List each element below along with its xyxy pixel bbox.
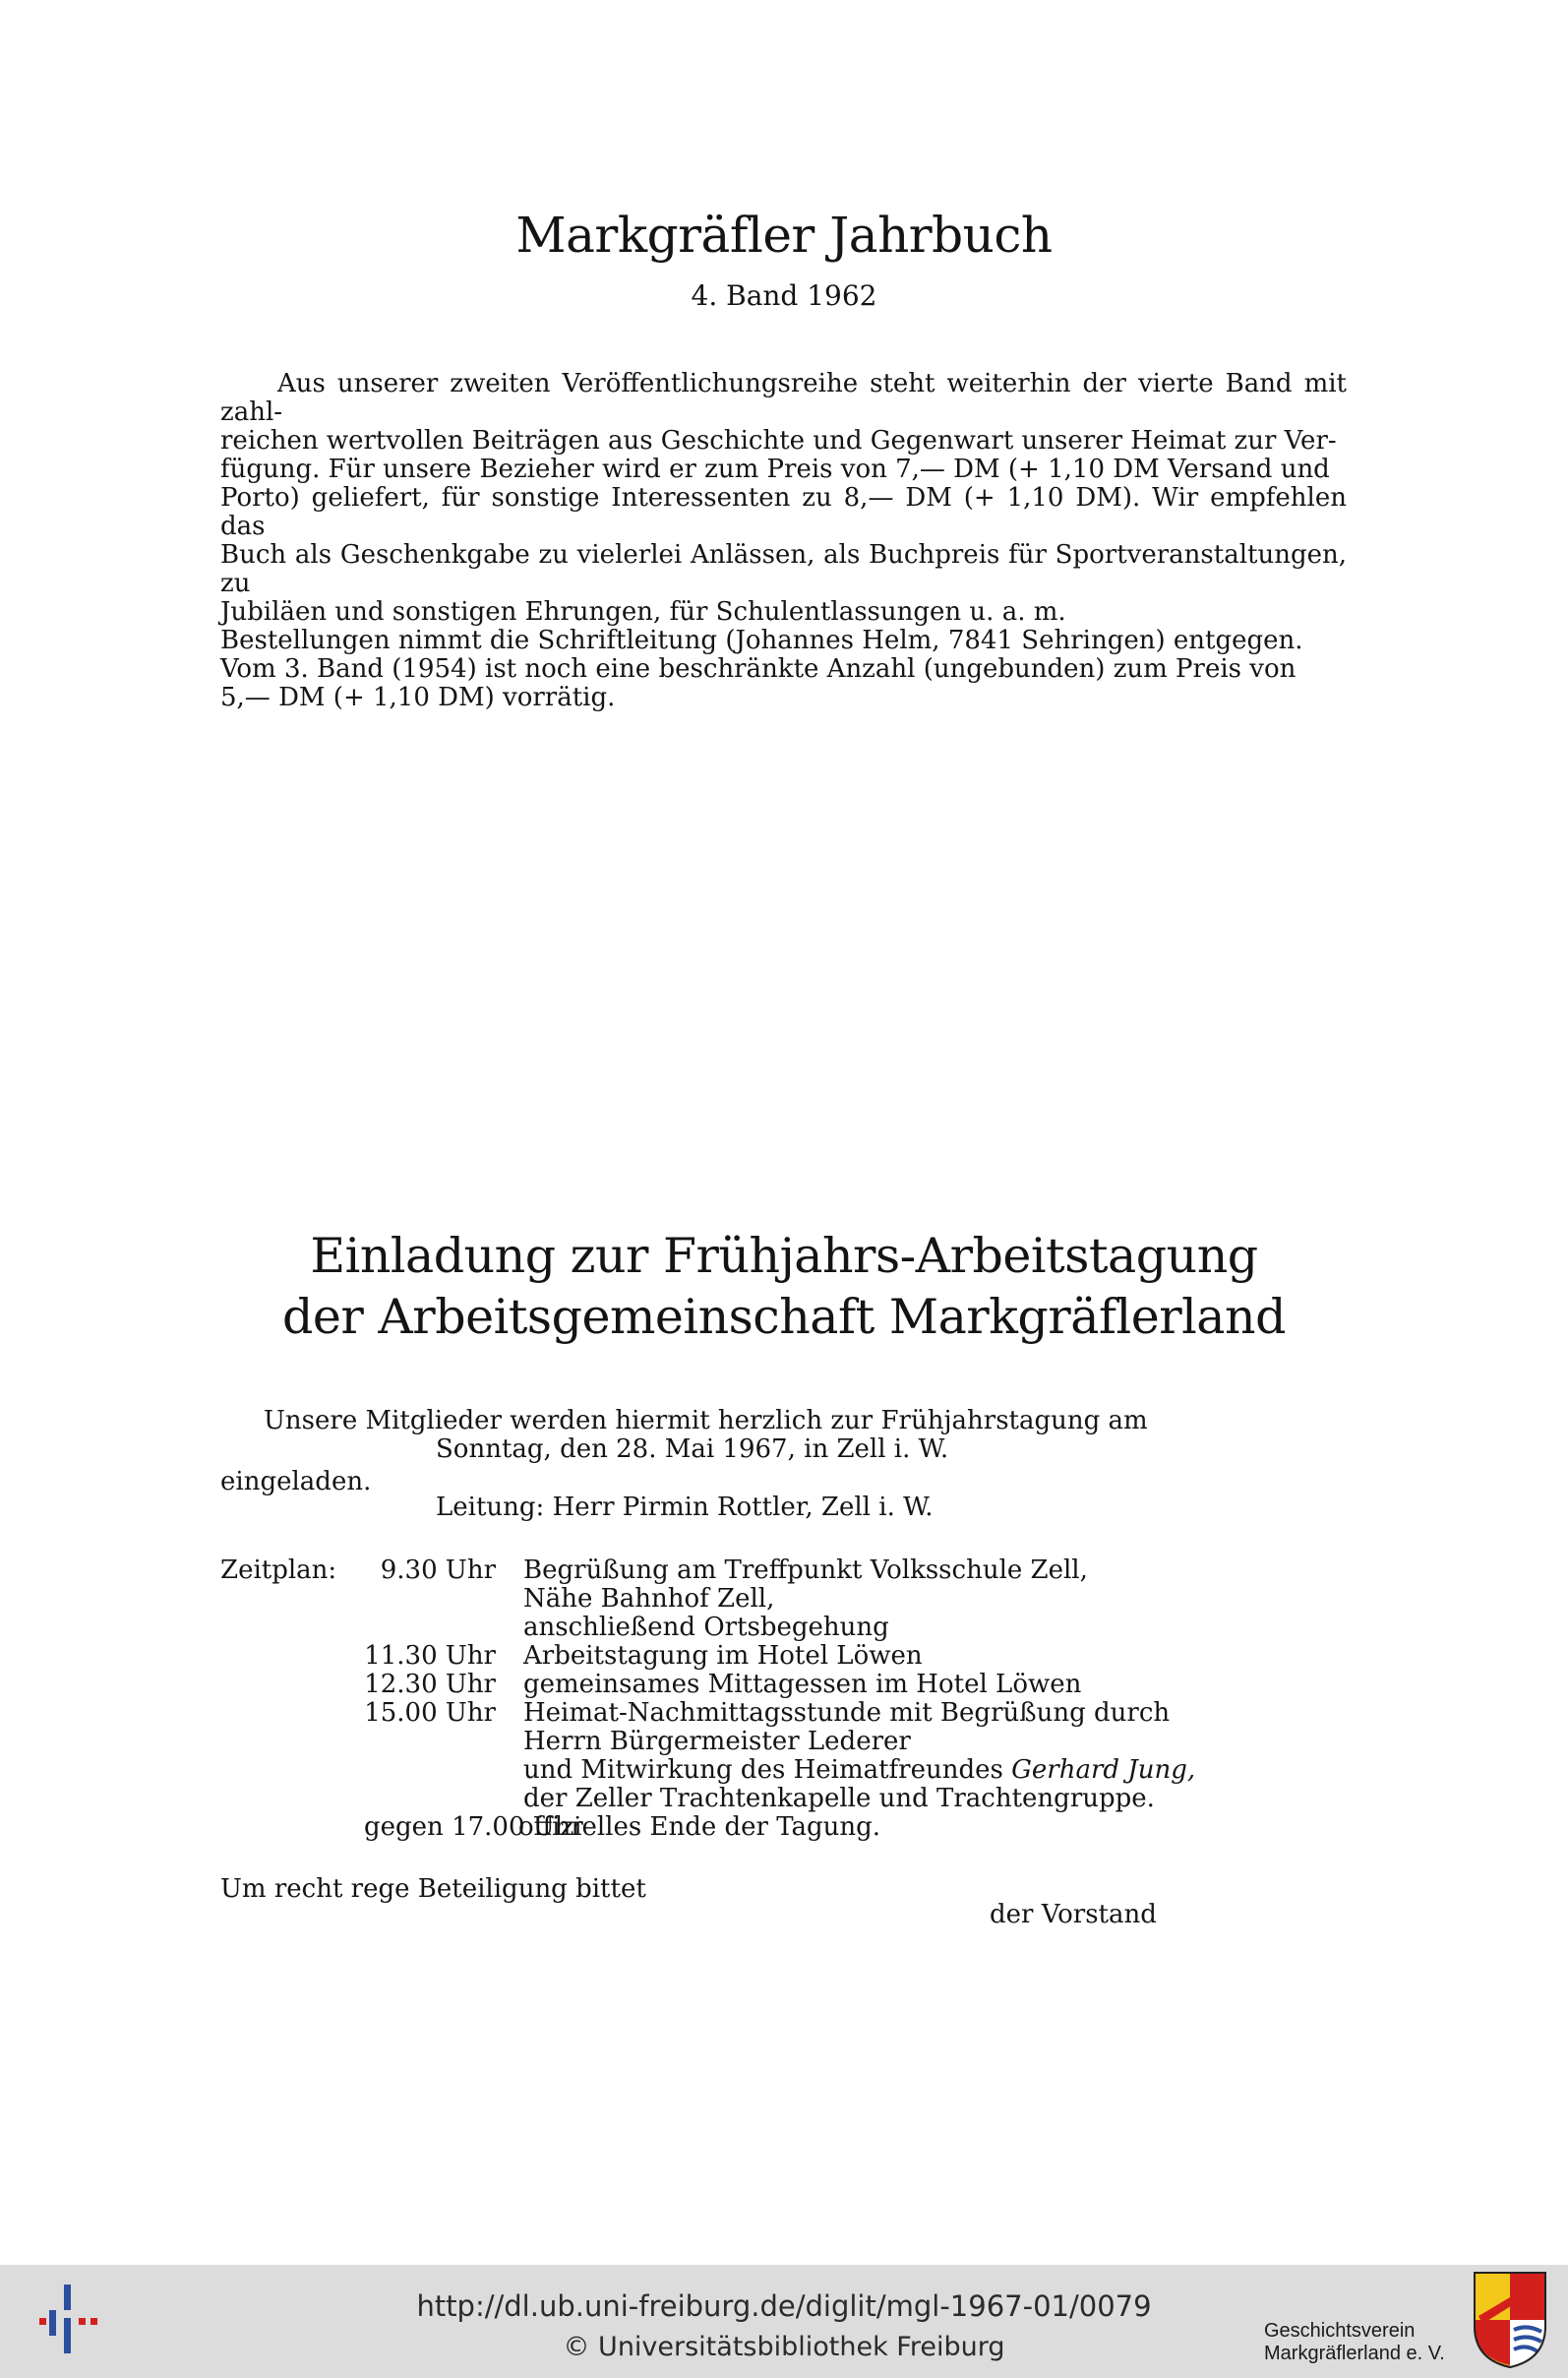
invitation-leitung: Leitung: Herr Pirmin Rottler, Zell i. W. [436,1493,934,1522]
invitation-date: Sonntag, den 28. Mai 1967, in Zell i. W. [436,1434,949,1464]
schedule-end-text: offizielles Ende der Tagung. [518,1812,881,1842]
text-line: Aus unserer zweiten Veröffentlichungsreihe steht weiterhin der vierte Band mit zahl- [220,369,1347,427]
schedule-item: anschließend Ortsbegehung [523,1613,889,1642]
jahrbuch-title: Markgräfler Jahrbuch [515,207,1053,264]
schedule-time: 12.30 Uhr [364,1670,496,1699]
invitation-invited: eingeladen. [220,1467,372,1496]
schedule-end-time: gegen 17.00 Uhr [364,1812,583,1842]
text-line: Vom 3. Band (1954) ist noch eine beschränkte Anzahl (ungebunden) zum Preis von [220,654,1297,684]
text-line: fügung. Für unsere Bezieher wird er zum Preis von 7,— DM (+ 1,10 DM Versand und [220,455,1330,484]
jahrbuch-subtitle: 4. Band 1962 [691,279,877,312]
schedule-label: Zeitplan: [220,1555,337,1585]
schedule-item [523,1756,1195,1785]
invitation-title-line-2: der Arbeitsgemeinschaft Markgräflerland [282,1289,1286,1345]
org-name-line-1: Geschichtsverein [1264,2320,1416,2342]
schedule-item: der Zeller Trachtenkapelle und Trachtengruppe. [523,1784,1155,1813]
org-name [1264,2320,1445,2365]
signature: der Vorstand [990,1900,1157,1929]
text-line: Bestellungen nimmt die Schriftleitung (Johannes Helm, 7841 Sehringen) entgegen. [220,626,1303,655]
schedule-time: 15.00 Uhr [364,1698,496,1728]
schedule-time: 11.30 Uhr [364,1641,496,1671]
text-line: Buch als Geschenkgabe zu vielerlei Anlässen, als Buchpreis für Sportveranstaltungen, zu [220,540,1347,598]
footer-url[interactable]: http://dl.ub.uni-freiburg.de/diglit/mgl-1967-01/0079 [416,2289,1152,2323]
schedule-item: Nähe Bahnhof Zell, [523,1584,775,1614]
schedule-item: Heimat-Nachmittagsstunde mit Begrüßung durch [523,1698,1171,1728]
text-line: Porto) geliefert, für sonstige Interessenten zu 8,— DM (+ 1,10 DM). Wir empfehlen das [220,483,1347,541]
schedule-item: Begrüßung am Treffpunkt Volksschule Zell, [523,1555,1088,1585]
schedule-item: Herrn Bürgermeister Lederer [523,1727,911,1756]
text-line: 5,— DM (+ 1,10 DM) vorrätig. [220,683,616,712]
schedule-item: Arbeitstagung im Hotel Löwen [523,1641,923,1671]
jahrbuch-paragraph [220,370,1347,712]
invitation-intro: Unsere Mitglieder werden hiermit herzlich zur Frühjahrstagung am [264,1406,1148,1435]
footer-copyright: © Universitätsbibliothek Freiburg [563,2332,1005,2362]
schedule-item: gemeinsames Mittagessen im Hotel Löwen [523,1670,1082,1699]
invitation-title-line-1: Einladung zur Frühjahrs-Arbeitstagung [310,1228,1258,1284]
text-line: Jubiläen und sonstigen Ehrungen, für Schulentlassungen u. a. m. [220,597,1066,627]
mitwirkung-name: Gerhard Jung, [1011,1755,1196,1785]
schedule-time: 9.30 Uhr [380,1555,496,1585]
mitwirkung-text: und Mitwirkung des Heimatfreundes [523,1755,1012,1785]
closing-text: Um recht rege Beteiligung bittet [220,1874,646,1904]
coat-of-arms-icon [1471,2269,1549,2369]
org-name-line-2: Markgräflerland e. V. [1264,2343,1445,2364]
text-line: reichen wertvollen Beiträgen aus Geschichte und Gegenwart unserer Heimat zur Ver- [220,426,1337,456]
